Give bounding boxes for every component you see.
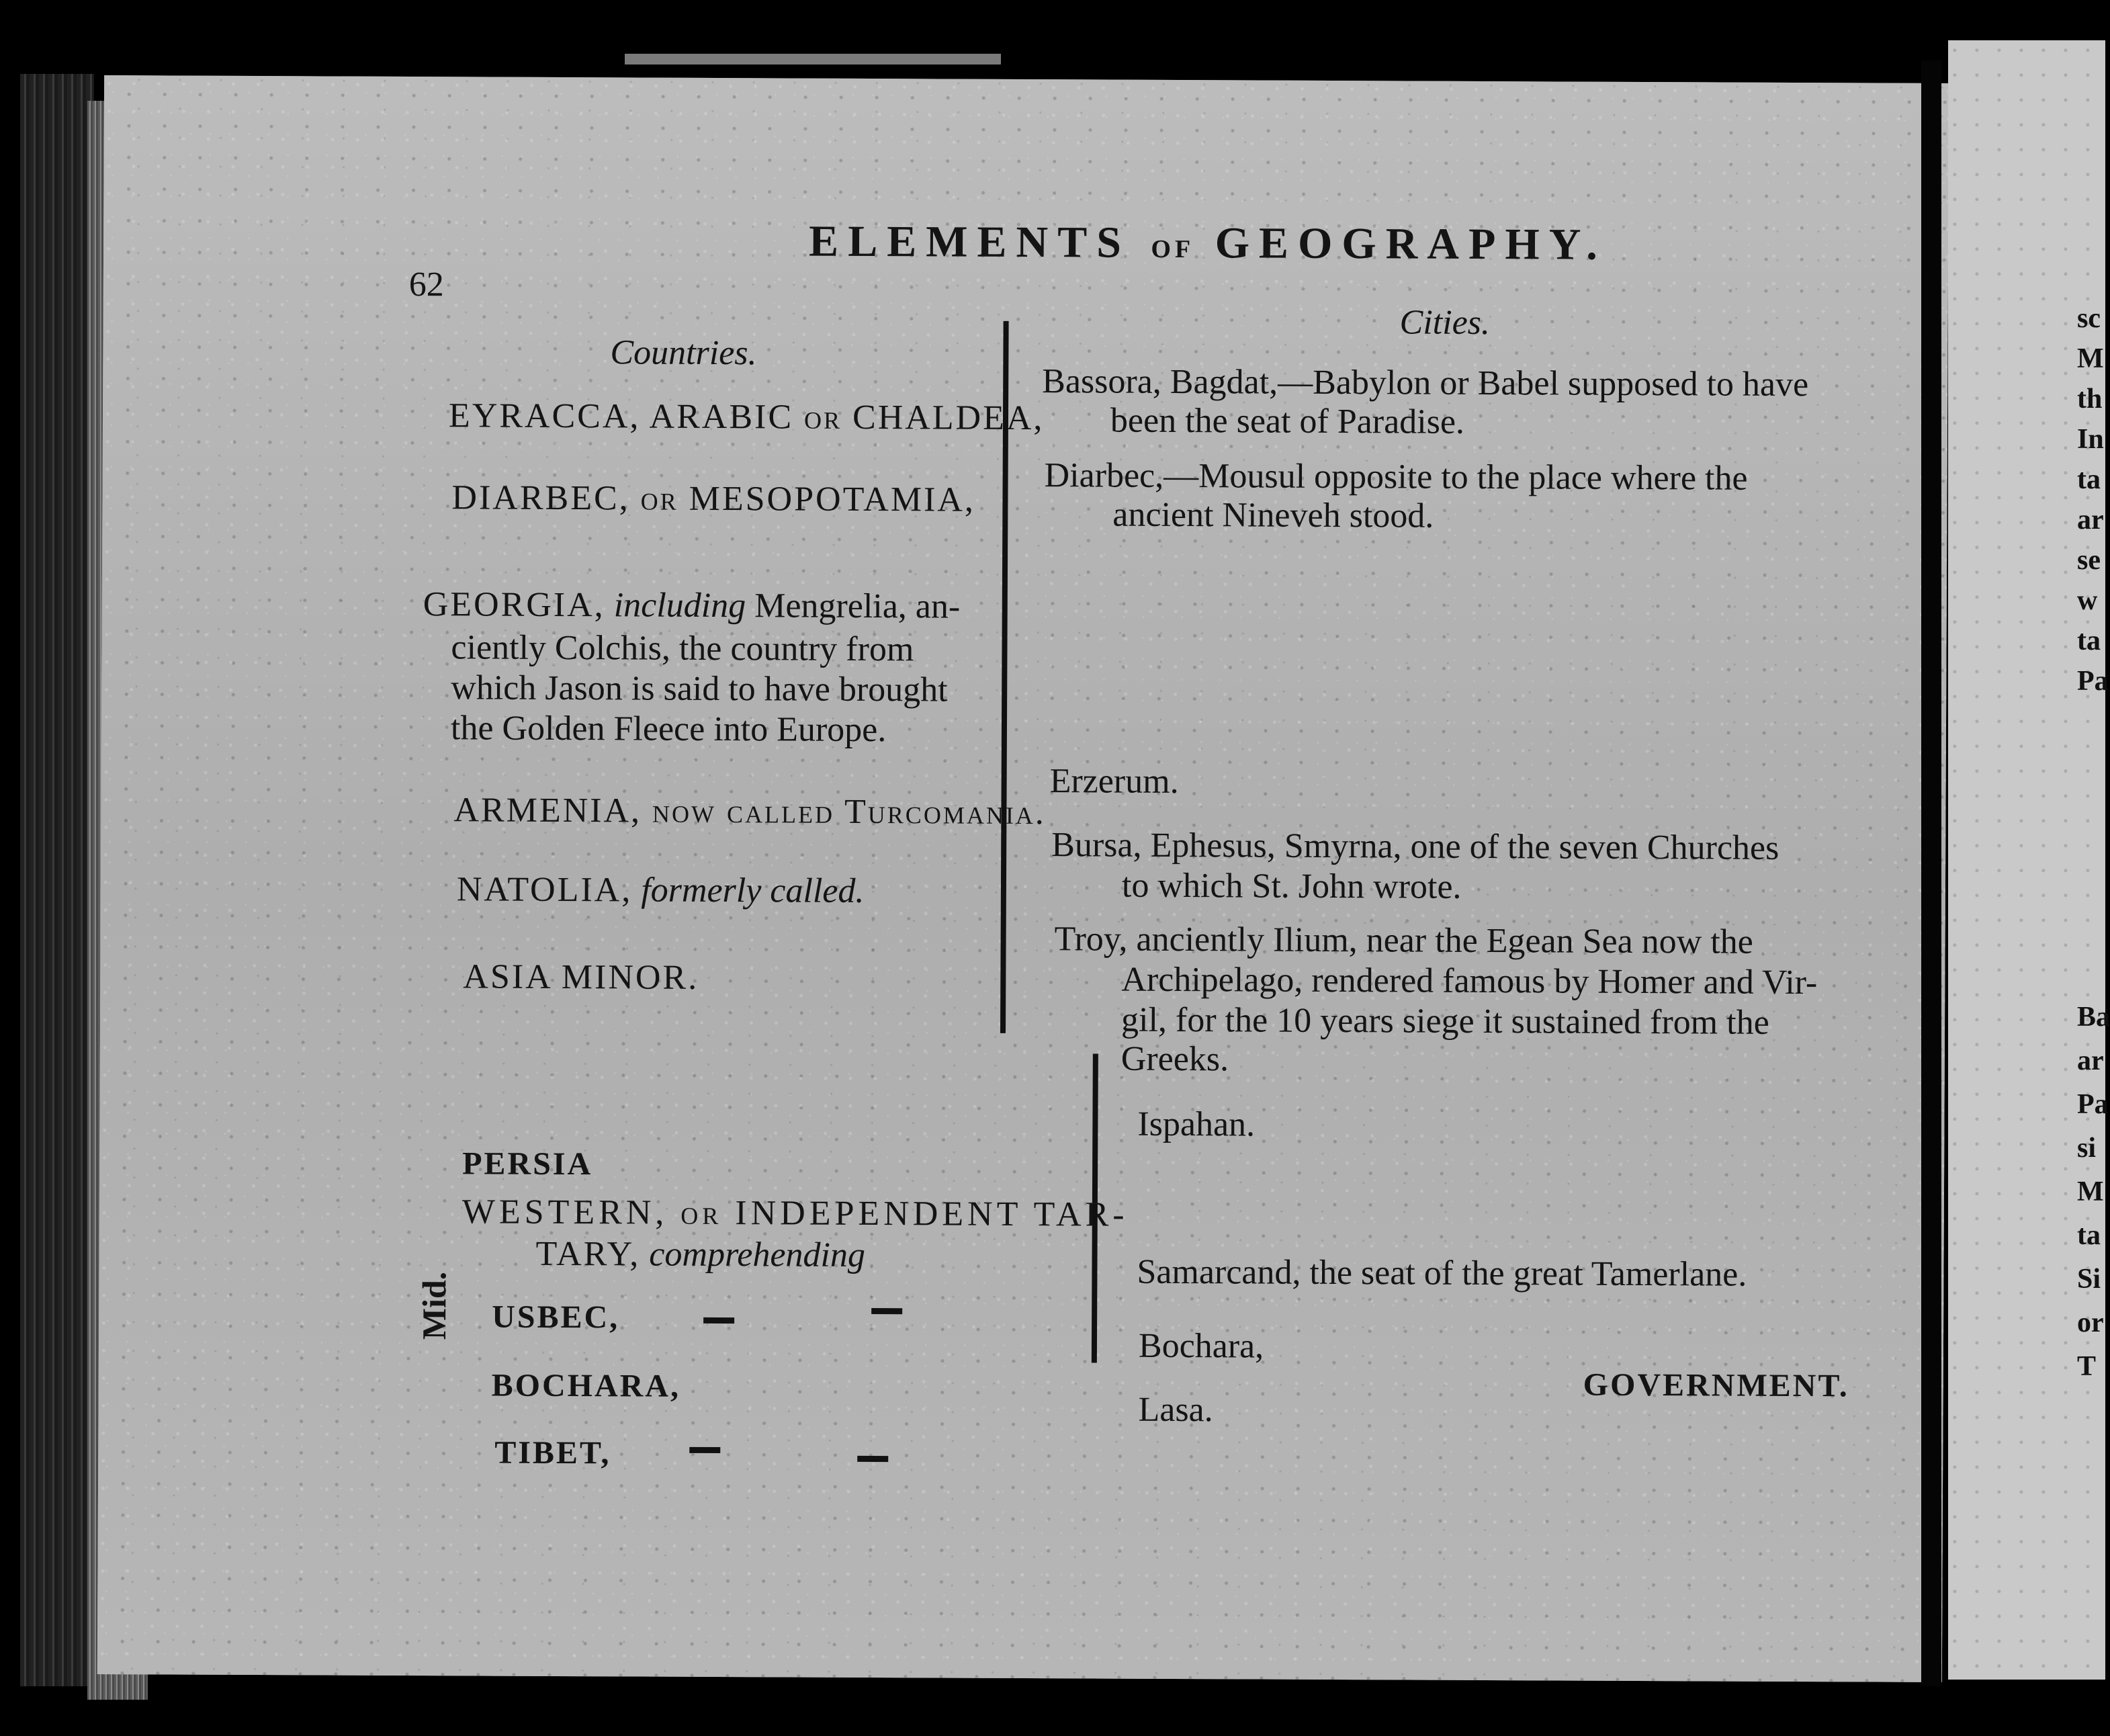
country-diarbec: DIARBEC, or MESOPOTAMIA, xyxy=(451,478,976,519)
city-bassora-line2: been the seat of Paradise. xyxy=(1110,401,1465,441)
right-fragment: Pa xyxy=(2077,666,2109,697)
city-samarcand: Samarcand, the seat of the great Tamerlane. xyxy=(1137,1252,1747,1294)
country-western-line1: WESTERN, or INDEPENDENT TAR- xyxy=(461,1192,1129,1234)
right-fragment: sc xyxy=(2077,303,2101,334)
right-fragment: Pa xyxy=(2077,1089,2109,1120)
city-bochara: Bochara, xyxy=(1138,1326,1264,1366)
running-head-part2: OF xyxy=(1151,234,1195,264)
right-fragment: ta xyxy=(2077,1220,2101,1251)
government-label: GOVERNMENT. xyxy=(1583,1366,1849,1404)
dash-mark xyxy=(857,1456,888,1462)
georgia-name: GEORGIA, xyxy=(423,585,605,625)
western-comprehending: comprehending xyxy=(649,1235,866,1274)
western-tary: TARY, xyxy=(535,1234,641,1274)
right-fragment: T xyxy=(2077,1351,2097,1382)
city-ispahan: Ispahan. xyxy=(1137,1104,1256,1144)
city-bursa-line1: Bursa, Ephesus, Smyrna, one of the seven Churches xyxy=(1051,826,1779,867)
country-georgia-line2: ciently Colchis, the country from xyxy=(451,628,914,669)
country-western-line2 xyxy=(535,1234,865,1275)
dash-mark xyxy=(703,1317,734,1323)
right-page-edge xyxy=(1948,40,2110,1680)
right-fragment: M xyxy=(2077,1176,2104,1207)
city-diarbec-line2: ancient Nineveh stood. xyxy=(1112,495,1434,535)
country-georgia-line3: which Jason is said to have brought xyxy=(451,668,948,709)
mid-label: Mid. xyxy=(414,1271,453,1340)
right-fragment: In xyxy=(2077,424,2104,455)
dash-mark xyxy=(689,1447,720,1453)
city-troy-line1: Troy, anciently Ilium, near the Egean Sea now the xyxy=(1054,920,1753,961)
right-fragment: M xyxy=(2077,343,2104,374)
running-head-part1: ELEMENTS xyxy=(808,216,1131,267)
right-fragment: ar xyxy=(2077,505,2104,535)
right-fragment: Ba xyxy=(2077,1002,2110,1033)
country-georgia-line4: the Golden Fleece into Europe. xyxy=(450,709,887,750)
natolia-formerly: formerly called. xyxy=(641,871,865,910)
right-fragment: ta xyxy=(2077,464,2101,495)
top-binding-strip xyxy=(625,54,1001,64)
country-usbec: USBEC, xyxy=(492,1299,620,1336)
right-fragment: or xyxy=(2077,1307,2104,1338)
right-fragment: se xyxy=(2077,545,2101,576)
city-troy-line3: gil, for the 10 years siege it sustained from the xyxy=(1120,1000,1769,1042)
book-spine xyxy=(20,74,94,1686)
right-fragment: th xyxy=(2077,384,2103,415)
natolia-name: NATOLIA, xyxy=(456,870,633,910)
city-troy-line2: Archipelago, rendered famous by Homer and Vir- xyxy=(1121,960,1818,1002)
country-natolia xyxy=(457,869,865,911)
georgia-rest: Mengrelia, an- xyxy=(754,587,961,626)
city-bassora-line1: Bassora, Bagdat,—Babylon or Babel supposed to have xyxy=(1042,362,1809,404)
city-bursa-line2: to which St. John wrote. xyxy=(1121,866,1462,906)
country-bochara: BOCHARA, xyxy=(491,1367,681,1404)
running-head xyxy=(809,216,1607,271)
city-troy-line4: Greeks. xyxy=(1120,1039,1229,1079)
right-fragment: Si xyxy=(2077,1264,2101,1295)
city-diarbec-line1: Diarbec,—Mousul opposite to the place where the xyxy=(1044,456,1748,498)
left-page xyxy=(97,75,1949,1682)
countries-header: Countries. xyxy=(610,333,757,373)
country-armenia: ARMENIA, now called Turcomania. xyxy=(453,791,1047,832)
city-lasa: Lasa. xyxy=(1138,1390,1213,1430)
page-number: 62 xyxy=(408,265,444,304)
country-persia: PERSIA xyxy=(462,1145,593,1182)
right-fragment: si xyxy=(2077,1133,2097,1164)
country-asia-minor: ASIA MINOR. xyxy=(463,957,699,997)
right-fragment: ta xyxy=(2077,625,2101,656)
running-head-part3: GEOGRAPHY. xyxy=(1215,218,1607,269)
cities-header: Cities. xyxy=(1399,303,1491,343)
country-tibet: TIBET, xyxy=(494,1434,611,1471)
country-eyracca: EYRACCA, ARABIC or CHALDEA, xyxy=(448,396,1045,438)
right-fragment: ar xyxy=(2077,1045,2104,1076)
page-gutter xyxy=(1921,60,1941,1686)
georgia-including: including xyxy=(613,586,746,625)
country-georgia-line1 xyxy=(423,584,961,626)
city-erzerum: Erzerum. xyxy=(1049,762,1179,801)
right-fragment: w xyxy=(2077,585,2098,616)
dash-mark xyxy=(871,1308,902,1314)
